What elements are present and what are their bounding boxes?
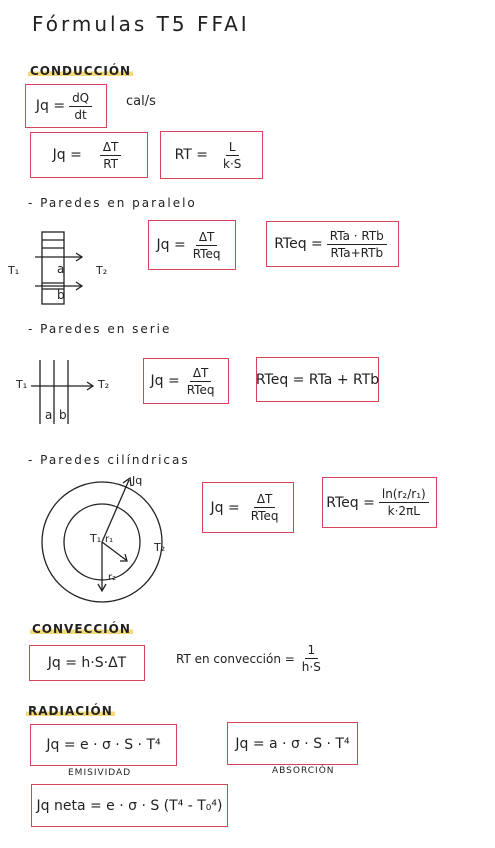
fraction-denominator: RTeq bbox=[186, 382, 215, 397]
temperature-t1: T₁ bbox=[90, 532, 102, 545]
formula-lhs: Jq = bbox=[35, 98, 66, 114]
formula-cylindrical-flow bbox=[202, 482, 294, 533]
formula-parallel-flow bbox=[148, 220, 236, 270]
formula-radiation-absorption bbox=[227, 722, 358, 765]
fraction-denominator: dt bbox=[74, 107, 87, 122]
temperature-t2: T₂ bbox=[154, 541, 166, 554]
formula-text: Jq = h·S·ΔT bbox=[47, 655, 127, 671]
fraction-denominator: k·2πL bbox=[387, 504, 420, 518]
section-serie-heading: - Paredes en serie bbox=[28, 322, 172, 336]
fraction bbox=[69, 91, 92, 122]
fraction-numerator: ΔT bbox=[254, 492, 276, 508]
fraction-numerator: 1 bbox=[305, 643, 319, 659]
fraction bbox=[299, 643, 324, 674]
formula-lhs: RTeq = bbox=[274, 236, 323, 252]
fraction-denominator: k·S bbox=[223, 156, 242, 171]
flow-jq-label: Jq bbox=[132, 474, 143, 487]
temperature-t1: T₁ bbox=[8, 264, 20, 277]
fraction-denominator: RTeq bbox=[250, 509, 279, 523]
formula-conduccion-rate bbox=[25, 84, 107, 128]
fraction bbox=[220, 140, 244, 171]
formula-conduccion-resistance-flow bbox=[30, 132, 148, 178]
radius-r2-label: r₂ bbox=[108, 572, 117, 583]
radius-r1-label: r₁ bbox=[105, 534, 114, 545]
temperature-t1: T₁ bbox=[16, 378, 28, 391]
fraction-denominator: RTeq bbox=[192, 246, 221, 261]
fraction-numerator: ln(r₂/r₁) bbox=[379, 487, 429, 503]
formula-convection-flow bbox=[29, 645, 145, 681]
formula-series-flow bbox=[143, 358, 229, 404]
formula-parallel-resistance bbox=[266, 221, 399, 267]
fraction-numerator: ΔT bbox=[100, 140, 122, 156]
formula-series-resistance bbox=[256, 357, 379, 402]
fraction bbox=[379, 487, 429, 518]
temperature-t2: T₂ bbox=[98, 378, 110, 391]
note-lhs: RT en convección = bbox=[176, 651, 295, 666]
convection-resistance-note bbox=[176, 643, 328, 674]
fraction-denominator: RTa+RTb bbox=[330, 245, 384, 260]
section-radiacion-heading: RADIACIÓN bbox=[28, 704, 113, 718]
formula-thermal-resistance bbox=[160, 131, 263, 179]
fraction bbox=[184, 366, 218, 397]
formula-text: Jq = a · σ · S · T⁴ bbox=[235, 735, 350, 752]
wall-a-label: a bbox=[45, 408, 53, 422]
wall-b-label: b bbox=[57, 288, 65, 302]
fraction-denominator: h·S bbox=[301, 660, 321, 674]
section-conveccion-heading: CONVECCIÓN bbox=[32, 622, 131, 636]
formula-radiation-net bbox=[31, 784, 228, 827]
formula-text: Jq = e · σ · S · T⁴ bbox=[46, 737, 161, 753]
section-paralelo-heading: - Paredes en paralelo bbox=[28, 196, 197, 210]
emisividad-label: EMISIVIDAD bbox=[68, 768, 132, 778]
fraction bbox=[327, 229, 387, 260]
formula-lhs: Jq = bbox=[150, 373, 180, 389]
formula-cylindrical-resistance bbox=[322, 477, 437, 528]
formula-lhs: RTeq = bbox=[326, 494, 375, 511]
section-cilindricas-heading: - Paredes cilíndricas bbox=[28, 453, 190, 467]
formula-lhs: Jq = bbox=[52, 147, 82, 163]
fraction bbox=[100, 140, 122, 171]
formula-lhs: Jq = bbox=[210, 499, 240, 516]
section-conduccion-heading: CONDUCCIÓN bbox=[30, 64, 132, 78]
page-title: Fórmulas T5 FFAI bbox=[32, 12, 250, 36]
fraction-numerator: ΔT bbox=[196, 230, 218, 246]
fraction bbox=[190, 230, 224, 261]
unit-label: cal/s bbox=[126, 94, 156, 109]
fraction-numerator: RTa · RTb bbox=[327, 229, 387, 245]
wall-b-label: b bbox=[59, 408, 67, 422]
formula-radiation-emission bbox=[30, 724, 177, 766]
absorcion-label: ABSORCIÓN bbox=[272, 766, 335, 776]
formula-text: RTeq = RTa + RTb bbox=[255, 371, 380, 388]
fraction-numerator: dQ bbox=[69, 91, 92, 107]
temperature-t2: T₂ bbox=[96, 264, 108, 277]
formula-lhs: RT = bbox=[174, 147, 209, 163]
fraction bbox=[248, 492, 282, 523]
fraction-numerator: ΔT bbox=[190, 366, 212, 382]
fraction-denominator: RT bbox=[103, 156, 118, 171]
fraction-numerator: L bbox=[226, 140, 239, 156]
wall-a-label: a bbox=[57, 262, 65, 276]
formula-text: Jq neta = e · σ · S (T⁴ - T₀⁴) bbox=[36, 797, 223, 814]
formula-lhs: Jq = bbox=[156, 237, 186, 253]
